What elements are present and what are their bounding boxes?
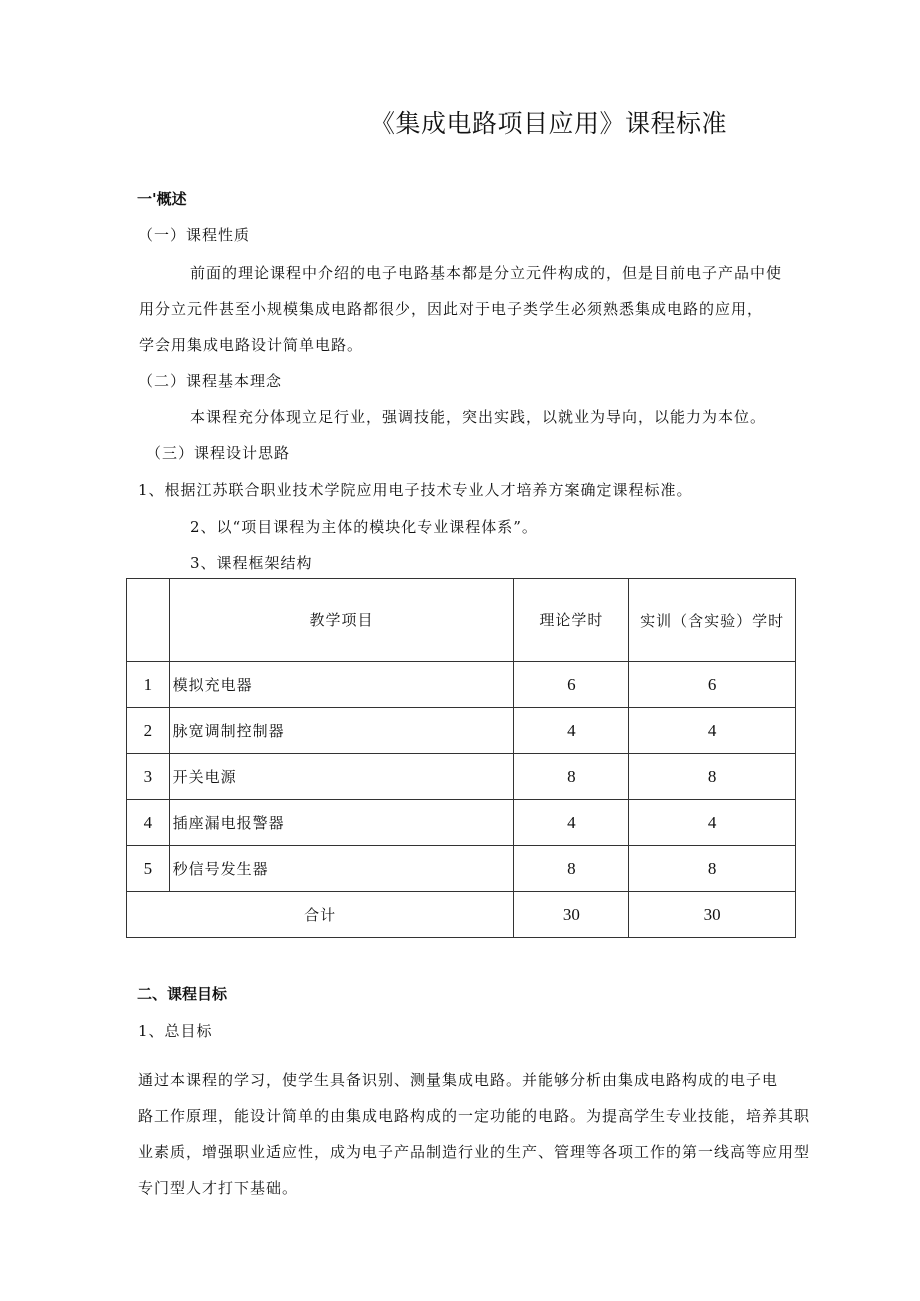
header-practice-cell: 实训（含实验）学时 [629,579,796,662]
row-practice: 8 [629,846,796,892]
header-theory-label: 理论学时 [539,610,604,629]
table-row [127,708,796,754]
paragraph-line: 通过本课程的学习，使学生具备识别、测量集成电路。并能够分析由集成电路构成的电子电 [138,1071,779,1089]
subsection-1-heading: （一）课程性质 [138,226,251,244]
row-num: 5 [127,846,170,892]
paragraph-line: 专门型人才打下基础。 [138,1179,299,1197]
course-framework-table [126,578,796,938]
paragraph-line: 前面的理论课程中介绍的电子电路基本都是分立元件构成的，但是目前电子产品中使 [190,264,783,282]
row-num: 4 [127,800,170,846]
list-item: 2、以“项目课程为主体的模块化专业课程体系”。 [190,518,538,536]
row-theory: 8 [514,754,629,800]
table-row [127,754,796,800]
header-num-cell [127,579,170,662]
header-theory-cell [514,579,629,662]
table-row [127,662,796,708]
row-theory: 8 [514,846,629,892]
table-header-row [127,579,796,662]
row-practice: 8 [629,754,796,800]
header-project-cell [169,579,514,662]
row-practice: 4 [629,800,796,846]
row-project: 插座漏电报警器 [169,800,514,846]
document-title: 《集成电路项目应用》课程标准 [370,109,728,138]
table-row [127,800,796,846]
total-label: 合计 [127,892,514,938]
list-item: 3、课程框架结构 [190,554,313,572]
total-theory: 30 [514,892,629,938]
subsection-3-heading: （三）课程设计思路 [146,444,291,462]
paragraph-line: 用分立元件甚至小规模集成电路都很少，因此对于电子类学生必须熟悉集成电路的应用， [139,300,764,318]
row-project: 秒信号发生器 [169,846,514,892]
row-theory: 6 [514,662,629,708]
paragraph-line: 业素质，增强职业适应性，成为电子产品制造行业的生产、管理等各项工作的第一线高等应用型 [138,1143,811,1161]
row-practice: 6 [629,662,796,708]
paragraph-line: 本课程充分体现立足行业，强调技能，突出实践，以就业为导向，以能力为本位。 [190,408,767,426]
header-project-label: 教学项目 [309,610,374,629]
row-project: 模拟充电器 [169,662,514,708]
table-total-row [127,892,796,938]
subsection-2-heading: （二）课程基本理念 [138,372,283,390]
row-num: 2 [127,708,170,754]
row-project: 脉宽调制控制器 [169,708,514,754]
row-practice: 4 [629,708,796,754]
row-num: 3 [127,754,170,800]
row-theory: 4 [514,800,629,846]
subsection-goal-heading: 1、总目标 [138,1022,213,1040]
section-2-heading: 二、课程目标 [137,985,228,1003]
row-theory: 4 [514,708,629,754]
paragraph-line: 路工作原理，能设计简单的由集成电路构成的一定功能的电路。为提高学生专业技能，培养其职 [138,1107,811,1125]
section-1-heading: 一'概述 [137,190,187,208]
row-num: 1 [127,662,170,708]
row-project: 开关电源 [169,754,514,800]
paragraph-line: 学会用集成电路设计简单电路。 [139,336,364,354]
table-row [127,846,796,892]
list-item: 1、根据江苏联合职业技术学院应用电子技术专业人才培养方案确定课程标准。 [138,481,693,499]
total-practice: 30 [629,892,796,938]
